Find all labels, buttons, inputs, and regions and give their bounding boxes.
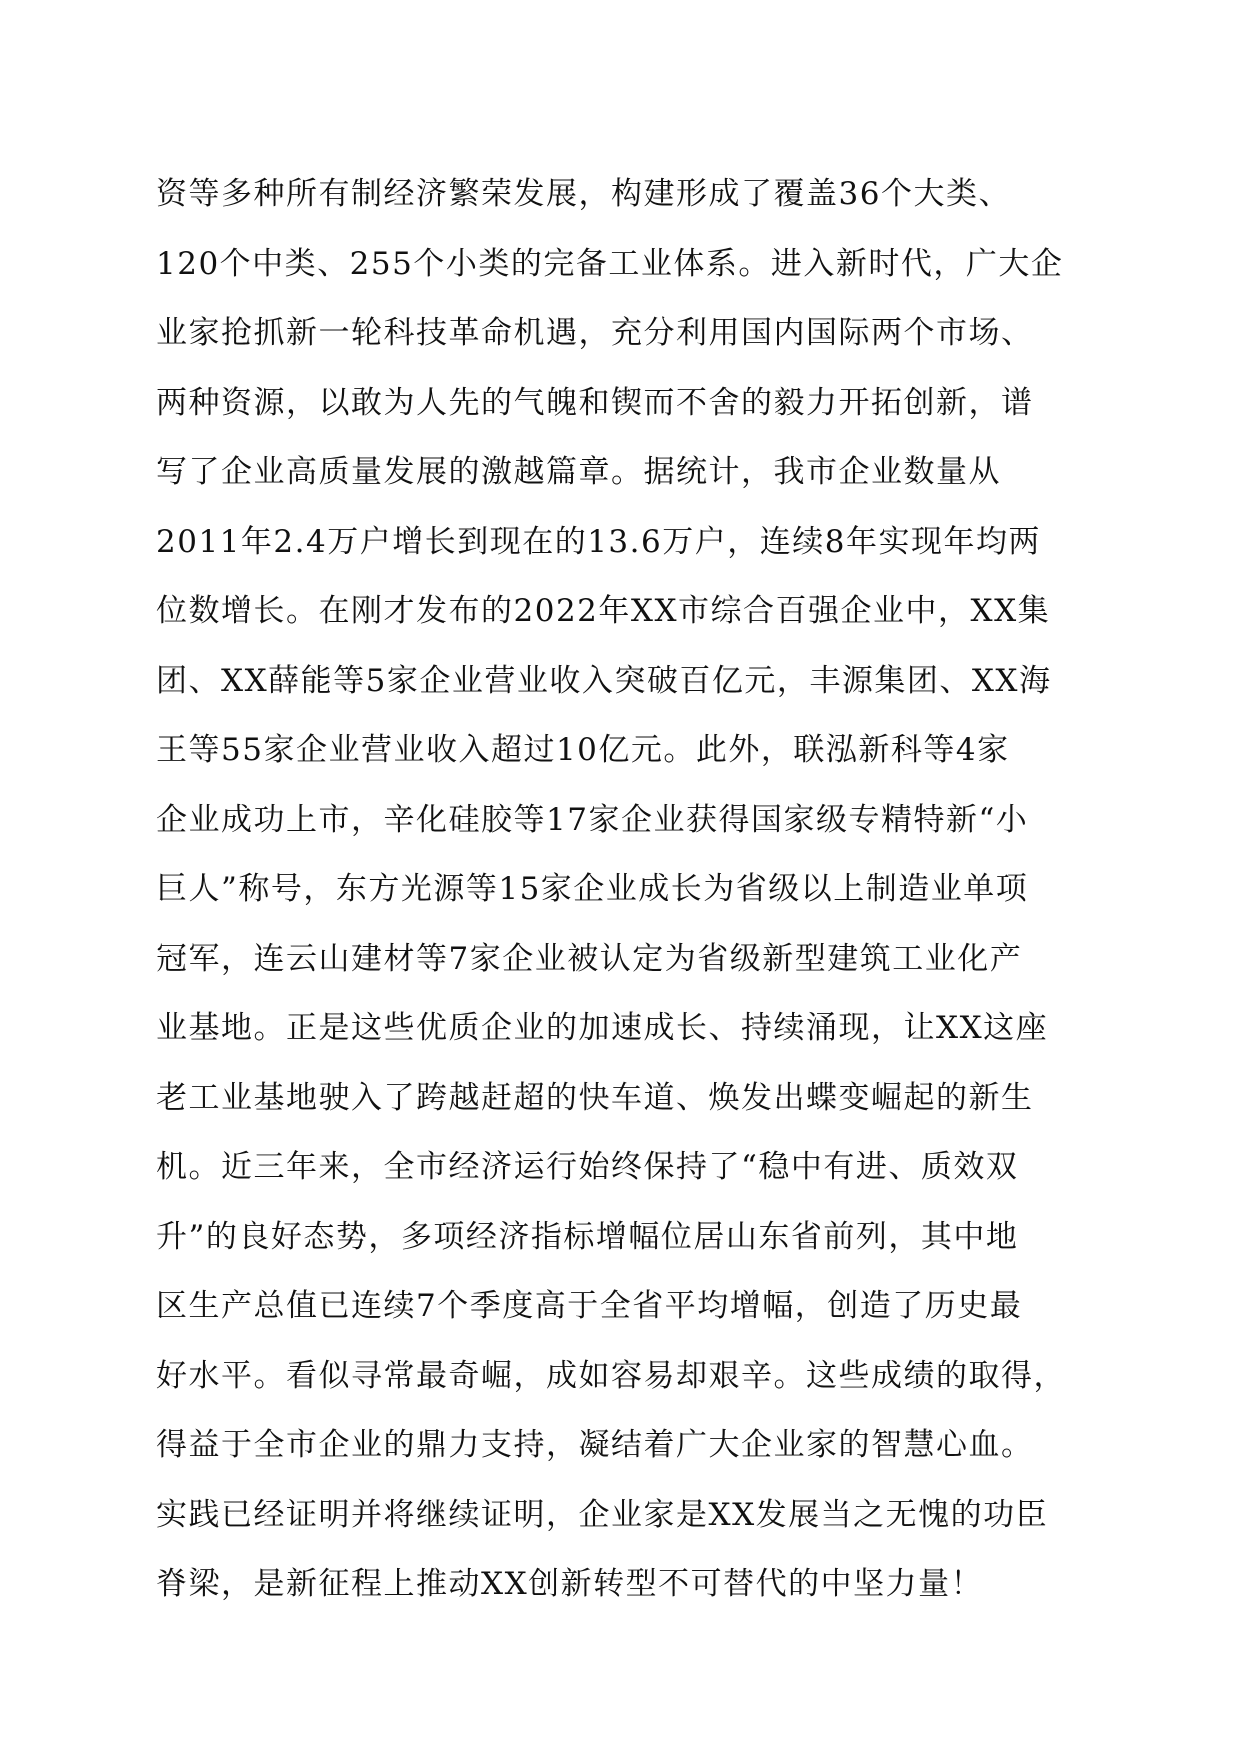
- text-line: 王等55家企业营业收入超过10亿元。此外，联泓新科等4家: [156, 732, 1010, 768]
- text-line: 位数增长。在刚才发布的2022年XX市综合百强企业中，XX集: [156, 593, 1051, 629]
- text-line: 两种资源，以敢为人先的气魄和锲而不舍的毅力开拓创新，谱: [156, 384, 1034, 421]
- text-line: 业基地。正是这些优质企业的加速成长、持续涌现，让XX这座: [156, 1010, 1049, 1046]
- text-line: 机。近三年来，全市经济运行始终保持了“稳中有进、质效双: [156, 1149, 1019, 1185]
- text-line: 脊梁，是新征程上推动XX创新转型不可替代的中坚力量！: [156, 1566, 984, 1602]
- text-line: 巨人”称号，东方光源等15家企业成长为省级以上制造业单项: [156, 871, 1029, 907]
- text-line: 区生产总值已连续7个季度高于全省平均增幅，创造了历史最: [156, 1288, 1023, 1324]
- text-line: 2011年2.4万户增长到现在的13.6万户，连续8年实现年均两: [156, 523, 1041, 560]
- text-line: 企业成功上市，辛化硅胶等17家企业获得国家级专精特新“小: [156, 801, 1029, 838]
- text-line: 120个中类、255个小类的完备工业体系。进入新时代，广大企: [156, 245, 1064, 282]
- text-line: 实践已经证明并将继续证明，企业家是XX发展当之无愧的功臣: [156, 1496, 1049, 1533]
- text-line: 冠军，连云山建材等7家企业被认定为省级新型建筑工业化产: [156, 940, 1023, 977]
- body-paragraph: [156, 160, 1086, 1620]
- text-line: 资等多种所有制经济繁荣发展，构建形成了覆盖36个大类、: [156, 176, 1011, 212]
- text-line: 写了企业高质量发展的激越篇章。据统计，我市企业数量从: [156, 454, 1001, 490]
- text-line: 老工业基地驶入了跨越赶超的快车道、焕发出蝶变崛起的新生: [156, 1079, 1034, 1116]
- text-line: 团、XX薛能等5家企业营业收入突破百亿元，丰源集团、XX海: [156, 662, 1052, 699]
- text-line: 好水平。看似寻常最奇崛，成如容易却艰辛。这些成绩的取得，: [156, 1357, 1066, 1394]
- text-line: 升”的良好态势，多项经济指标增幅位居山东省前列，其中地: [156, 1218, 1019, 1255]
- text-line: 得益于全市企业的鼎力支持，凝结着广大企业家的智慧心血。: [156, 1427, 1034, 1463]
- text-line: 业家抢抓新一轮科技革命机遇，充分利用国内国际两个市场、: [156, 315, 1034, 351]
